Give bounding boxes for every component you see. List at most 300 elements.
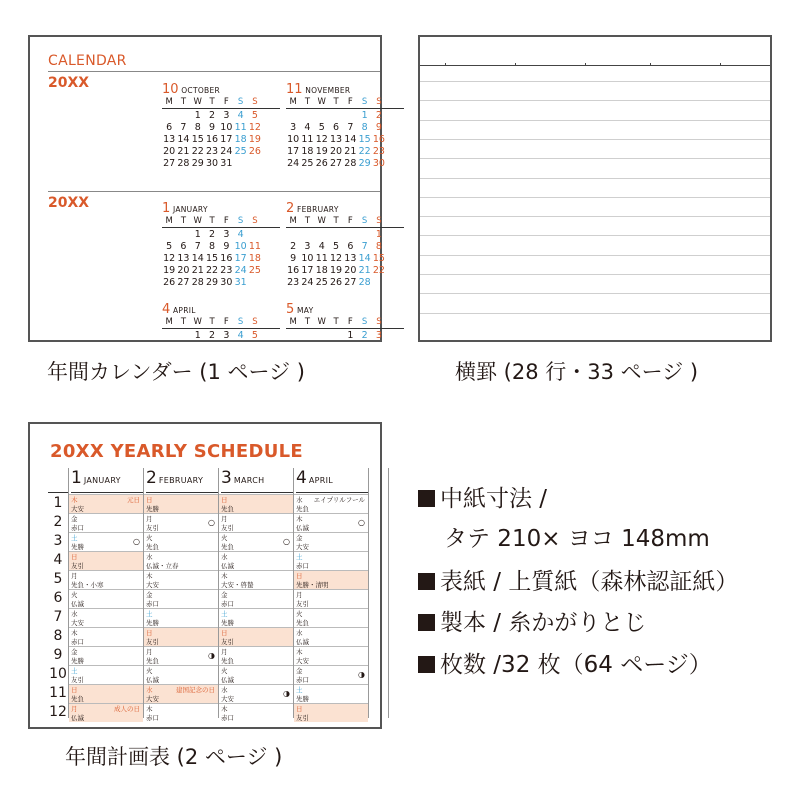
day-number: 29	[205, 277, 219, 288]
day-number	[248, 277, 262, 289]
day-number	[329, 110, 343, 122]
month-block	[162, 303, 280, 342]
day-number: 26	[163, 277, 176, 288]
day-number: 14	[177, 134, 190, 145]
day-row-number: 4	[53, 552, 63, 568]
day-number: 20	[329, 146, 343, 157]
rokuyo-label: 赤口	[146, 713, 159, 722]
month-number: 2	[146, 468, 157, 488]
rokuyo-label: 大安	[71, 504, 84, 513]
schedule-cell	[69, 703, 143, 722]
day-number: 1	[361, 110, 368, 121]
year-label: 20XX	[48, 195, 90, 211]
weekday-label: 日	[221, 629, 228, 637]
schedule-cell	[69, 627, 143, 646]
schedule-cell	[219, 589, 293, 608]
month-header	[162, 303, 280, 317]
day-number: 17	[234, 253, 247, 264]
day-number: 29	[358, 158, 371, 169]
day-number: 27	[329, 158, 343, 169]
lined-page-preview-panel	[418, 35, 772, 342]
weekday-label: 月	[221, 648, 228, 656]
rokuyo-label: 友引	[71, 675, 84, 684]
day-number: 12	[163, 253, 176, 264]
schedule-cell	[294, 532, 368, 551]
day-number	[176, 330, 190, 342]
spec-text: 中紙寸法 /	[440, 486, 548, 512]
rokuyo-label: 仏滅	[221, 561, 234, 570]
weekday-label: 木	[221, 705, 228, 713]
day-row-number: 12	[49, 704, 67, 720]
week-row	[286, 265, 404, 277]
day-number: 19	[315, 146, 328, 157]
week-row	[162, 134, 280, 146]
square-bullet-icon	[418, 656, 435, 673]
schedule-cell	[219, 570, 293, 589]
weekday-label: M	[165, 216, 173, 226]
weekday-label: 日	[71, 686, 78, 694]
day-number: 24	[287, 158, 300, 169]
schedule-cell	[294, 494, 368, 513]
day-number	[329, 330, 343, 342]
day-number: 24	[301, 277, 314, 288]
weekday-label: 金	[71, 515, 78, 523]
month-header	[162, 83, 280, 97]
calendar-caption: 年間カレンダー (1 ページ )	[47, 360, 305, 384]
month-number: 2	[286, 201, 295, 216]
day-number: 6	[166, 122, 173, 133]
rokuyo-label: 赤口	[221, 599, 234, 608]
weekday-label: 土	[71, 534, 78, 542]
day-number	[357, 229, 371, 241]
month-number: 11	[286, 82, 303, 97]
schedule-cell	[69, 513, 143, 532]
day-number: 26	[315, 158, 328, 169]
ruled-line	[420, 293, 770, 294]
rokuyo-label: 友引	[221, 637, 234, 646]
day-number	[300, 229, 314, 241]
day-number: 13	[329, 134, 343, 145]
day-number: 26	[329, 277, 343, 288]
day-number: 21	[177, 146, 190, 157]
weekday-label: F	[223, 216, 229, 226]
day-number: 30	[220, 277, 233, 288]
weekday-label: 土	[296, 686, 303, 694]
day-number: 7	[194, 241, 201, 252]
week-row	[162, 122, 280, 134]
column-divider	[368, 468, 369, 718]
rokuyo-label: 大安	[296, 656, 309, 665]
month-header	[286, 303, 404, 317]
day-number: 23	[205, 146, 219, 157]
month-column-header	[146, 468, 218, 493]
weekday-label: S	[252, 97, 258, 107]
day-number: 18	[301, 146, 314, 157]
day-number: 19	[329, 265, 343, 276]
week-row	[286, 110, 404, 122]
day-number: 28	[177, 158, 190, 169]
ruled-line	[420, 100, 770, 101]
day-number: 18	[234, 134, 247, 145]
day-number: 23	[287, 277, 300, 288]
weekday-label: 日	[146, 629, 153, 637]
weekday-label: 月	[71, 705, 78, 713]
day-number	[286, 110, 300, 122]
month-name: JANUARY	[170, 205, 208, 214]
schedule-cell	[144, 684, 218, 703]
event-label: 建国記念の日	[176, 686, 215, 694]
weekday-label: F	[347, 317, 353, 327]
day-number: 2	[209, 110, 216, 121]
schedule-cell	[69, 494, 143, 513]
weekday-label: T	[180, 216, 187, 226]
schedule-cell	[294, 646, 368, 665]
day-number: 7	[347, 122, 354, 133]
schedule-cell	[144, 494, 218, 513]
schedule-cell	[69, 532, 143, 551]
weekday-label: S	[376, 317, 382, 327]
day-number	[248, 229, 262, 241]
day-number	[176, 110, 190, 122]
day-number	[300, 110, 314, 122]
month-column-header	[221, 468, 293, 493]
week-row	[162, 330, 280, 342]
day-number: 9	[290, 253, 297, 264]
day-number: 23	[220, 265, 233, 276]
weekday-label: W	[193, 317, 202, 327]
weekday-label: 土	[296, 553, 303, 561]
weekday-label: S	[361, 216, 368, 226]
weekday-label: 月	[71, 572, 78, 580]
weekday-label: T	[333, 317, 339, 327]
day-number	[162, 330, 176, 342]
weekday-label: F	[347, 216, 353, 226]
day-number: 25	[301, 158, 314, 169]
day-number	[162, 110, 176, 122]
rokuyo-label: 先勝	[296, 694, 309, 703]
day-number: 6	[180, 241, 187, 252]
month-number: 5	[286, 302, 295, 317]
day-number	[286, 330, 300, 342]
weekday-label: 日	[146, 496, 153, 504]
day-number: 4	[237, 229, 244, 240]
day-number: 14	[191, 253, 204, 264]
schedule-cell	[294, 665, 368, 684]
weekday-label: 水	[146, 553, 153, 561]
weekday-label: W	[193, 216, 202, 226]
weekday-label: 木	[296, 648, 303, 656]
day-number: 17	[220, 134, 233, 145]
day-number: 27	[177, 277, 190, 288]
weekday-label: 水	[71, 610, 78, 618]
weekday-label: 月	[146, 515, 153, 523]
rokuyo-label: 先負	[146, 656, 159, 665]
week-row	[286, 134, 404, 146]
square-bullet-icon	[418, 573, 435, 590]
day-number: 9	[375, 122, 382, 133]
day-number	[233, 158, 247, 170]
square-bullet-icon	[418, 614, 435, 631]
schedule-cell	[144, 703, 218, 722]
week-row	[162, 229, 280, 241]
weekday-label: F	[347, 97, 353, 107]
month-number: 10	[162, 82, 179, 97]
ruler-tick	[720, 63, 721, 66]
schedule-cell	[144, 627, 218, 646]
moon-phase-icon: ○	[133, 537, 140, 546]
day-number: 22	[191, 146, 204, 157]
month-header	[162, 202, 280, 216]
schedule-cell	[144, 551, 218, 570]
weekday-label: F	[223, 317, 229, 327]
day-number: 28	[358, 277, 371, 288]
weekday-label: 木	[146, 705, 153, 713]
day-number: 1	[347, 330, 354, 341]
day-number: 1	[194, 110, 201, 121]
schedule-cell	[294, 589, 368, 608]
day-number: 4	[237, 110, 244, 121]
weekday-label: 木	[71, 629, 78, 637]
month-name: OCTOBER	[178, 86, 221, 95]
schedule-cell	[69, 646, 143, 665]
month-number: 1	[71, 468, 82, 488]
yearly-title: 20XX YEARLY SCHEDULE	[50, 441, 304, 462]
rokuyo-label: 先負・小寒	[71, 580, 104, 589]
weekday-label: M	[289, 216, 297, 226]
ruler-tick	[515, 63, 516, 66]
schedule-cell	[219, 513, 293, 532]
weekday-label: 土	[221, 610, 228, 618]
day-number: 2	[375, 110, 382, 121]
weekday-label: 木	[296, 515, 303, 523]
day-row-number: 7	[53, 609, 63, 625]
day-row-number: 3	[53, 533, 63, 549]
weekday-label: 金	[146, 591, 153, 599]
weekday-label: 木	[146, 572, 153, 580]
day-number: 13	[177, 253, 190, 264]
grid-corner	[48, 468, 68, 493]
weekday-label: 火	[221, 667, 228, 675]
weekday-label: 日	[296, 572, 303, 580]
rokuyo-label: 先勝	[146, 618, 159, 627]
schedule-cell	[69, 570, 143, 589]
rokuyo-label: 仏滅	[71, 713, 84, 722]
weekday-label: 月	[221, 515, 228, 523]
day-number: 18	[248, 253, 261, 264]
spec-item	[418, 563, 738, 596]
weekday-label: S	[376, 216, 382, 226]
weekday-label: 土	[146, 610, 153, 618]
weekday-label: S	[252, 216, 258, 226]
day-number: 2	[290, 241, 297, 252]
day-number	[315, 229, 329, 241]
day-number: 14	[344, 134, 357, 145]
weekday-label: 水	[221, 553, 228, 561]
rokuyo-label: 先勝・清明	[296, 580, 329, 589]
spec-item	[418, 480, 547, 513]
schedule-cell	[144, 646, 218, 665]
rokuyo-label: 大安	[221, 694, 234, 703]
week-row	[162, 265, 280, 277]
rokuyo-label: 赤口	[146, 599, 159, 608]
ruled-line	[420, 81, 770, 82]
day-number: 18	[315, 265, 328, 276]
rokuyo-label: 仏滅	[146, 675, 159, 684]
week-row	[162, 253, 280, 265]
day-number: 11	[301, 134, 314, 145]
day-number: 16	[205, 134, 219, 145]
weekday-label: T	[180, 317, 187, 327]
weekday-label: 火	[221, 534, 228, 542]
day-number: 29	[191, 158, 204, 169]
day-number: 15	[191, 134, 204, 145]
day-number	[372, 277, 386, 289]
schedule-cell	[294, 513, 368, 532]
weekday-label: W	[317, 97, 326, 107]
day-number: 4	[237, 330, 244, 341]
day-number: 22	[372, 265, 385, 276]
schedule-cell	[69, 665, 143, 684]
calendar-title: CALENDAR	[48, 53, 127, 69]
day-number	[248, 158, 262, 170]
weekday-label: 月	[146, 648, 153, 656]
schedule-cell	[294, 570, 368, 589]
day-number: 24	[234, 265, 247, 276]
day-number: 20	[344, 265, 357, 276]
weekday-label: M	[289, 317, 297, 327]
weekday-label: 木	[71, 496, 78, 504]
spec-item	[418, 604, 646, 637]
day-number: 16	[287, 265, 300, 276]
day-number: 11	[315, 253, 328, 264]
day-number: 1	[194, 229, 201, 240]
moon-phase-icon: ○	[358, 518, 365, 527]
event-label: 成人の日	[114, 705, 140, 713]
month-header	[286, 83, 404, 97]
event-label: 元日	[127, 496, 140, 504]
weekday-label: 日	[221, 496, 228, 504]
ruler-tick	[650, 63, 651, 66]
spec-text: 表紙 / 上質紙（森林認証紙）	[440, 569, 739, 595]
schedule-cell	[294, 551, 368, 570]
weekday-label: 水	[146, 686, 153, 694]
day-number: 3	[290, 122, 297, 133]
day-number: 3	[223, 330, 230, 341]
day-number: 31	[220, 158, 233, 169]
ruled-line	[420, 313, 770, 314]
weekday-label: 火	[146, 667, 153, 675]
day-number: 25	[234, 146, 247, 157]
day-number: 12	[248, 122, 261, 133]
rokuyo-label: 仏滅	[296, 523, 309, 532]
week-row	[162, 158, 280, 170]
month-number: 4	[296, 468, 307, 488]
month-number: 1	[162, 201, 171, 216]
day-number: 10	[301, 253, 314, 264]
rokuyo-label: 友引	[146, 637, 159, 646]
square-bullet-icon	[418, 490, 435, 507]
day-row-number: 2	[53, 514, 63, 530]
schedule-cell	[219, 684, 293, 703]
lined-caption: 横罫 (28 行・33 ページ )	[455, 360, 699, 384]
schedule-cell	[294, 627, 368, 646]
weekday-label: S	[237, 216, 244, 226]
rokuyo-label: 赤口	[71, 523, 84, 532]
week-row	[286, 229, 404, 241]
day-number: 12	[315, 134, 328, 145]
day-number: 12	[329, 253, 343, 264]
schedule-cell	[219, 494, 293, 513]
weekday-label: W	[317, 317, 326, 327]
schedule-cell	[219, 551, 293, 570]
ruled-line	[420, 120, 770, 121]
day-number: 4	[304, 122, 311, 133]
day-number: 27	[163, 158, 176, 169]
weekday-label: M	[165, 317, 173, 327]
day-number: 15	[205, 253, 219, 264]
schedule-cell	[144, 589, 218, 608]
weekday-label: S	[361, 317, 368, 327]
day-number: 27	[344, 277, 357, 288]
weekday-label: 金	[296, 534, 303, 542]
month-number: 4	[162, 302, 171, 317]
weekday-label: 金	[71, 648, 78, 656]
week-row	[286, 158, 404, 170]
weekday-label: 水	[296, 496, 303, 504]
day-number: 21	[358, 265, 371, 276]
weekday-label: F	[223, 97, 229, 107]
month-block	[162, 83, 280, 170]
rokuyo-label: 仏滅	[296, 637, 309, 646]
month-name: APRIL	[308, 476, 333, 485]
weekday-label: T	[209, 317, 215, 327]
year-label: 20XX	[48, 75, 90, 91]
weekday-label: T	[304, 317, 311, 327]
schedule-cell	[144, 665, 218, 684]
month-name: FEBRUARY	[294, 205, 339, 214]
moon-phase-icon: ◑	[208, 651, 215, 660]
rokuyo-label: 先負	[296, 504, 309, 513]
month-name: JANUARY	[83, 476, 121, 485]
month-name: MAY	[294, 306, 314, 315]
rokuyo-label: 先負	[296, 618, 309, 627]
schedule-cell	[69, 551, 143, 570]
rokuyo-label: 仏滅	[221, 675, 234, 684]
rokuyo-label: 赤口	[296, 561, 309, 570]
rokuyo-label: 先勝	[221, 618, 234, 627]
ruled-line	[420, 255, 770, 256]
day-number: 10	[220, 122, 233, 133]
rokuyo-label: 大安	[71, 618, 84, 627]
weekday-row	[162, 97, 280, 109]
schedule-cell	[294, 703, 368, 722]
day-number: 9	[223, 241, 230, 252]
day-number	[162, 229, 176, 241]
ruled-line	[420, 139, 770, 140]
day-number: 13	[163, 134, 176, 145]
spec-item	[418, 646, 712, 679]
ruled-line	[420, 235, 770, 236]
schedule-cell	[144, 608, 218, 627]
day-number: 3	[223, 110, 230, 121]
day-row-number: 1	[53, 495, 63, 511]
week-row	[162, 277, 280, 289]
column-divider	[388, 468, 389, 718]
weekday-label: T	[209, 97, 215, 107]
weekday-label: S	[376, 97, 382, 107]
weekday-label: 木	[221, 572, 228, 580]
spec-text: タテ 210× ヨコ 148mm	[444, 526, 710, 552]
